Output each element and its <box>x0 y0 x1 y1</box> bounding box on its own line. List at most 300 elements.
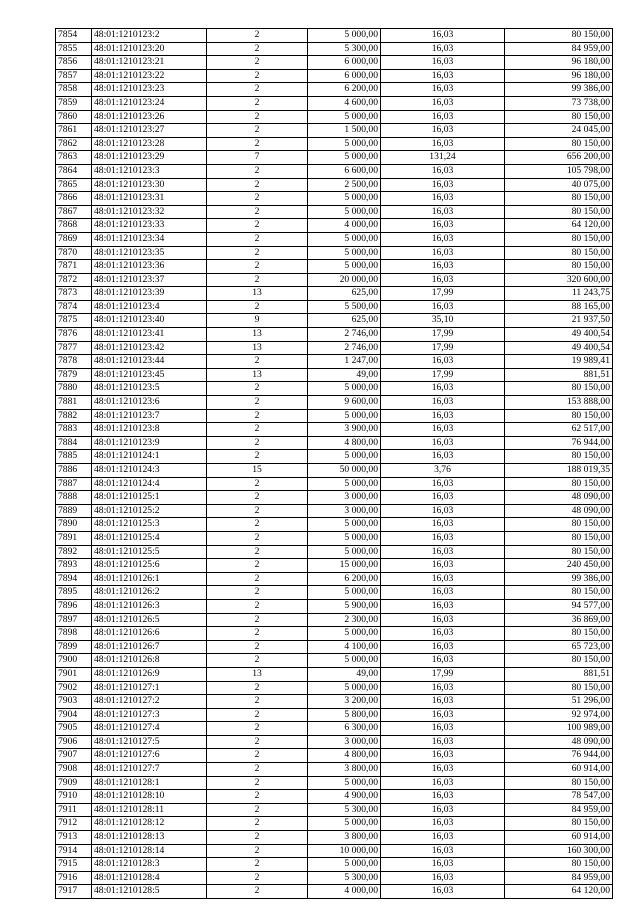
cadastral-number-cell: 48:01:1210123:37 <box>92 273 207 287</box>
category-code-cell: 2 <box>207 776 308 790</box>
cadastral-value-cell: 160 300,00 <box>505 844 613 858</box>
row-number-cell: 7898 <box>56 627 92 641</box>
cadastral-value-cell: 73 738,00 <box>505 96 613 110</box>
specific-value-cell: 16,03 <box>381 205 505 219</box>
category-code-cell: 2 <box>207 572 308 586</box>
table-row <box>56 368 613 382</box>
cadastral-number-cell: 48:01:1210125:4 <box>92 531 207 545</box>
area-cell: 5 500,00 <box>308 300 381 314</box>
row-number-cell: 7889 <box>56 504 92 518</box>
category-code-cell: 2 <box>207 735 308 749</box>
table-row <box>56 627 613 641</box>
specific-value-cell: 16,03 <box>381 110 505 124</box>
specific-value-cell: 16,03 <box>381 545 505 559</box>
area-cell: 6 000,00 <box>308 69 381 83</box>
table-row <box>56 178 613 192</box>
specific-value-cell: 16,03 <box>381 124 505 138</box>
specific-value-cell: 16,03 <box>381 42 505 56</box>
specific-value-cell: 16,03 <box>381 803 505 817</box>
cadastral-value-cell: 48 090,00 <box>505 504 613 518</box>
area-cell: 3 800,00 <box>308 763 381 777</box>
table-row <box>56 151 613 165</box>
area-cell: 5 000,00 <box>308 776 381 790</box>
cadastral-number-cell: 48:01:1210123:27 <box>92 124 207 138</box>
specific-value-cell: 16,03 <box>381 695 505 709</box>
table-row <box>56 504 613 518</box>
specific-value-cell: 16,03 <box>381 640 505 654</box>
specific-value-cell: 16,03 <box>381 355 505 369</box>
category-code-cell: 2 <box>207 803 308 817</box>
cadastral-value-cell: 881,51 <box>505 667 613 681</box>
specific-value-cell: 16,03 <box>381 763 505 777</box>
category-code-cell: 2 <box>207 708 308 722</box>
cadastral-number-cell: 48:01:1210123:44 <box>92 355 207 369</box>
area-cell: 5 300,00 <box>308 803 381 817</box>
table-row <box>56 831 613 845</box>
row-number-cell: 7910 <box>56 790 92 804</box>
cadastral-number-cell: 48:01:1210126:9 <box>92 667 207 681</box>
specific-value-cell: 16,03 <box>381 776 505 790</box>
cadastral-number-cell: 48:01:1210125:5 <box>92 545 207 559</box>
area-cell: 5 300,00 <box>308 871 381 885</box>
specific-value-cell: 16,03 <box>381 735 505 749</box>
cadastral-number-cell: 48:01:1210127:7 <box>92 763 207 777</box>
cadastral-value-cell: 36 869,00 <box>505 613 613 627</box>
row-number-cell: 7895 <box>56 586 92 600</box>
table-row <box>56 232 613 246</box>
row-number-cell: 7906 <box>56 735 92 749</box>
cadastral-value-cell: 96 180,00 <box>505 56 613 70</box>
cadastral-value-cell: 80 150,00 <box>505 246 613 260</box>
cadastral-number-cell: 48:01:1210127:5 <box>92 735 207 749</box>
table-row <box>56 599 613 613</box>
specific-value-cell: 16,03 <box>381 871 505 885</box>
row-number-cell: 7880 <box>56 382 92 396</box>
cadastral-value-cell: 80 150,00 <box>505 586 613 600</box>
specific-value-cell: 16,03 <box>381 477 505 491</box>
row-number-cell: 7859 <box>56 96 92 110</box>
category-code-cell: 2 <box>207 246 308 260</box>
specific-value-cell: 16,03 <box>381 885 505 899</box>
table-row <box>56 42 613 56</box>
cadastral-value-cell: 80 150,00 <box>505 681 613 695</box>
specific-value-cell: 17,99 <box>381 341 505 355</box>
category-code-cell: 2 <box>207 545 308 559</box>
area-cell: 4 100,00 <box>308 640 381 654</box>
cadastral-number-cell: 48:01:1210123:24 <box>92 96 207 110</box>
cadastral-number-cell: 48:01:1210127:2 <box>92 695 207 709</box>
category-code-cell: 2 <box>207 300 308 314</box>
area-cell: 49,00 <box>308 368 381 382</box>
row-number-cell: 7860 <box>56 110 92 124</box>
table-row <box>56 164 613 178</box>
category-code-cell: 2 <box>207 477 308 491</box>
area-cell: 49,00 <box>308 667 381 681</box>
cadastral-value-cell: 84 959,00 <box>505 871 613 885</box>
cadastral-value-cell: 94 577,00 <box>505 599 613 613</box>
category-code-cell: 13 <box>207 667 308 681</box>
row-number-cell: 7879 <box>56 368 92 382</box>
category-code-cell: 13 <box>207 287 308 301</box>
table-row <box>56 871 613 885</box>
cadastral-number-cell: 48:01:1210124:4 <box>92 477 207 491</box>
cadastral-number-cell: 48:01:1210126:5 <box>92 613 207 627</box>
row-number-cell: 7905 <box>56 722 92 736</box>
row-number-cell: 7861 <box>56 124 92 138</box>
row-number-cell: 7909 <box>56 776 92 790</box>
area-cell: 5 000,00 <box>308 409 381 423</box>
table-row <box>56 192 613 206</box>
category-code-cell: 2 <box>207 205 308 219</box>
cadastral-number-cell: 48:01:1210123:34 <box>92 232 207 246</box>
category-code-cell: 2 <box>207 83 308 97</box>
cadastral-value-cell: 80 150,00 <box>505 382 613 396</box>
category-code-cell: 2 <box>207 504 308 518</box>
cadastral-number-cell: 48:01:1210128:1 <box>92 776 207 790</box>
cadastral-number-cell: 48:01:1210127:4 <box>92 722 207 736</box>
cadastral-value-cell: 80 150,00 <box>505 232 613 246</box>
row-number-cell: 7890 <box>56 518 92 532</box>
specific-value-cell: 16,03 <box>381 192 505 206</box>
specific-value-cell: 16,03 <box>381 450 505 464</box>
cadastral-value-cell: 19 989,41 <box>505 355 613 369</box>
area-cell: 5 000,00 <box>308 29 381 43</box>
cadastral-value-cell: 80 150,00 <box>505 518 613 532</box>
area-cell: 5 000,00 <box>308 627 381 641</box>
category-code-cell: 2 <box>207 232 308 246</box>
cadastral-value-cell: 80 150,00 <box>505 110 613 124</box>
category-code-cell: 2 <box>207 681 308 695</box>
table-row <box>56 96 613 110</box>
cadastral-value-cell: 76 944,00 <box>505 436 613 450</box>
specific-value-cell: 17,99 <box>381 328 505 342</box>
cadastral-number-cell: 48:01:1210125:3 <box>92 518 207 532</box>
table-row <box>56 681 613 695</box>
table-row <box>56 518 613 532</box>
cadastral-number-cell: 48:01:1210128:3 <box>92 858 207 872</box>
cadastral-value-table-page <box>55 28 612 899</box>
cadastral-number-cell: 48:01:1210123:36 <box>92 260 207 274</box>
row-number-cell: 7884 <box>56 436 92 450</box>
cadastral-value-cell: 84 959,00 <box>505 42 613 56</box>
category-code-cell: 2 <box>207 219 308 233</box>
area-cell: 5 000,00 <box>308 450 381 464</box>
specific-value-cell: 35,10 <box>381 314 505 328</box>
specific-value-cell: 16,03 <box>381 56 505 70</box>
table-row <box>56 409 613 423</box>
table-row <box>56 124 613 138</box>
row-number-cell: 7900 <box>56 654 92 668</box>
area-cell: 625,00 <box>308 287 381 301</box>
category-code-cell: 2 <box>207 96 308 110</box>
specific-value-cell: 16,03 <box>381 396 505 410</box>
category-code-cell: 2 <box>207 124 308 138</box>
specific-value-cell: 17,99 <box>381 287 505 301</box>
category-code-cell: 2 <box>207 627 308 641</box>
cadastral-number-cell: 48:01:1210123:8 <box>92 423 207 437</box>
cadastral-number-cell: 48:01:1210123:30 <box>92 178 207 192</box>
category-code-cell: 2 <box>207 613 308 627</box>
cadastral-number-cell: 48:01:1210123:33 <box>92 219 207 233</box>
cadastral-value-cell: 80 150,00 <box>505 627 613 641</box>
cadastral-value-cell: 80 150,00 <box>505 531 613 545</box>
area-cell: 2 300,00 <box>308 613 381 627</box>
specific-value-cell: 16,03 <box>381 273 505 287</box>
table-row <box>56 69 613 83</box>
row-number-cell: 7897 <box>56 613 92 627</box>
cadastral-number-cell: 48:01:1210127:1 <box>92 681 207 695</box>
cadastral-value-cell: 80 150,00 <box>505 776 613 790</box>
table-row <box>56 613 613 627</box>
category-code-cell: 2 <box>207 110 308 124</box>
cadastral-number-cell: 48:01:1210127:6 <box>92 749 207 763</box>
table-row <box>56 300 613 314</box>
specific-value-cell: 16,03 <box>381 844 505 858</box>
category-code-cell: 13 <box>207 368 308 382</box>
cadastral-value-cell: 80 150,00 <box>505 545 613 559</box>
specific-value-cell: 16,03 <box>381 613 505 627</box>
area-cell: 9 600,00 <box>308 396 381 410</box>
row-number-cell: 7899 <box>56 640 92 654</box>
area-cell: 5 000,00 <box>308 477 381 491</box>
table-row <box>56 341 613 355</box>
cadastral-value-cell: 99 386,00 <box>505 83 613 97</box>
table-row <box>56 885 613 899</box>
area-cell: 2 746,00 <box>308 341 381 355</box>
table-row <box>56 29 613 43</box>
table-row <box>56 477 613 491</box>
table-row <box>56 763 613 777</box>
area-cell: 5 000,00 <box>308 246 381 260</box>
row-number-cell: 7868 <box>56 219 92 233</box>
category-code-cell: 2 <box>207 844 308 858</box>
category-code-cell: 2 <box>207 273 308 287</box>
specific-value-cell: 16,03 <box>381 246 505 260</box>
table-row <box>56 858 613 872</box>
row-number-cell: 7891 <box>56 531 92 545</box>
area-cell: 4 600,00 <box>308 96 381 110</box>
area-cell: 6 300,00 <box>308 722 381 736</box>
specific-value-cell: 16,03 <box>381 409 505 423</box>
category-code-cell: 2 <box>207 29 308 43</box>
area-cell: 3 000,00 <box>308 504 381 518</box>
table-row <box>56 722 613 736</box>
category-code-cell: 2 <box>207 42 308 56</box>
area-cell: 10 000,00 <box>308 844 381 858</box>
area-cell: 5 000,00 <box>308 545 381 559</box>
specific-value-cell: 16,03 <box>381 436 505 450</box>
specific-value-cell: 16,03 <box>381 599 505 613</box>
cadastral-number-cell: 48:01:1210126:7 <box>92 640 207 654</box>
cadastral-number-cell: 48:01:1210123:31 <box>92 192 207 206</box>
row-number-cell: 7858 <box>56 83 92 97</box>
table-row <box>56 287 613 301</box>
table-row <box>56 423 613 437</box>
table-row <box>56 790 613 804</box>
row-number-cell: 7908 <box>56 763 92 777</box>
cadastral-number-cell: 48:01:1210123:29 <box>92 151 207 165</box>
row-number-cell: 7870 <box>56 246 92 260</box>
category-code-cell: 2 <box>207 871 308 885</box>
specific-value-cell: 16,03 <box>381 423 505 437</box>
cadastral-number-cell: 48:01:1210123:9 <box>92 436 207 450</box>
area-cell: 6 200,00 <box>308 83 381 97</box>
table-row <box>56 640 613 654</box>
row-number-cell: 7875 <box>56 314 92 328</box>
table-row <box>56 328 613 342</box>
cadastral-number-cell: 48:01:1210128:10 <box>92 790 207 804</box>
cadastral-number-cell: 48:01:1210128:14 <box>92 844 207 858</box>
category-code-cell: 2 <box>207 831 308 845</box>
category-code-cell: 13 <box>207 328 308 342</box>
cadastral-number-cell: 48:01:1210123:5 <box>92 382 207 396</box>
table-row <box>56 586 613 600</box>
table-row <box>56 219 613 233</box>
specific-value-cell: 16,03 <box>381 586 505 600</box>
cadastral-value-cell: 188 019,35 <box>505 464 613 478</box>
area-cell: 6 200,00 <box>308 572 381 586</box>
table-row <box>56 572 613 586</box>
row-number-cell: 7886 <box>56 464 92 478</box>
specific-value-cell: 16,03 <box>381 491 505 505</box>
cadastral-number-cell: 48:01:1210123:32 <box>92 205 207 219</box>
area-cell: 15 000,00 <box>308 559 381 573</box>
table-row <box>56 667 613 681</box>
specific-value-cell: 16,03 <box>381 96 505 110</box>
row-number-cell: 7878 <box>56 355 92 369</box>
cadastral-value-cell: 49 400,54 <box>505 341 613 355</box>
row-number-cell: 7904 <box>56 708 92 722</box>
specific-value-cell: 16,03 <box>381 681 505 695</box>
row-number-cell: 7882 <box>56 409 92 423</box>
row-number-cell: 7866 <box>56 192 92 206</box>
specific-value-cell: 16,03 <box>381 627 505 641</box>
specific-value-cell: 16,03 <box>381 300 505 314</box>
table-row <box>56 559 613 573</box>
cadastral-value-cell: 80 150,00 <box>505 192 613 206</box>
cadastral-number-cell: 48:01:1210125:2 <box>92 504 207 518</box>
area-cell: 5 900,00 <box>308 599 381 613</box>
area-cell: 3 000,00 <box>308 491 381 505</box>
category-code-cell: 2 <box>207 885 308 899</box>
area-cell: 4 000,00 <box>308 219 381 233</box>
cadastral-number-cell: 48:01:1210128:4 <box>92 871 207 885</box>
category-code-cell: 2 <box>207 178 308 192</box>
specific-value-cell: 16,03 <box>381 137 505 151</box>
category-code-cell: 2 <box>207 599 308 613</box>
cadastral-value-cell: 64 120,00 <box>505 219 613 233</box>
row-number-cell: 7885 <box>56 450 92 464</box>
category-code-cell: 2 <box>207 790 308 804</box>
cadastral-number-cell: 48:01:1210123:23 <box>92 83 207 97</box>
cadastral-number-cell: 48:01:1210123:26 <box>92 110 207 124</box>
row-number-cell: 7894 <box>56 572 92 586</box>
row-number-cell: 7881 <box>56 396 92 410</box>
cadastral-value-cell: 881,51 <box>505 368 613 382</box>
category-code-cell: 7 <box>207 151 308 165</box>
table-row <box>56 56 613 70</box>
category-code-cell: 2 <box>207 531 308 545</box>
table-row <box>56 708 613 722</box>
cadastral-value-table <box>55 28 613 899</box>
area-cell: 5 300,00 <box>308 42 381 56</box>
area-cell: 4 800,00 <box>308 749 381 763</box>
cadastral-value-cell: 100 989,00 <box>505 722 613 736</box>
area-cell: 4 800,00 <box>308 436 381 450</box>
row-number-cell: 7893 <box>56 559 92 573</box>
cadastral-number-cell: 48:01:1210123:3 <box>92 164 207 178</box>
cadastral-number-cell: 48:01:1210128:12 <box>92 817 207 831</box>
cadastral-number-cell: 48:01:1210126:1 <box>92 572 207 586</box>
cadastral-number-cell: 48:01:1210123:40 <box>92 314 207 328</box>
category-code-cell: 2 <box>207 192 308 206</box>
cadastral-number-cell: 48:01:1210123:42 <box>92 341 207 355</box>
table-row <box>56 260 613 274</box>
cadastral-number-cell: 48:01:1210123:28 <box>92 137 207 151</box>
area-cell: 4 000,00 <box>308 885 381 899</box>
category-code-cell: 2 <box>207 695 308 709</box>
specific-value-cell: 16,03 <box>381 559 505 573</box>
category-code-cell: 2 <box>207 56 308 70</box>
cadastral-value-cell: 40 075,00 <box>505 178 613 192</box>
table-row <box>56 817 613 831</box>
category-code-cell: 2 <box>207 749 308 763</box>
cadastral-value-cell: 80 150,00 <box>505 817 613 831</box>
table-row <box>56 803 613 817</box>
row-number-cell: 7912 <box>56 817 92 831</box>
specific-value-cell: 16,03 <box>381 831 505 845</box>
category-code-cell: 9 <box>207 314 308 328</box>
row-number-cell: 7855 <box>56 42 92 56</box>
category-code-cell: 2 <box>207 164 308 178</box>
area-cell: 5 000,00 <box>308 232 381 246</box>
area-cell: 5 000,00 <box>308 654 381 668</box>
cadastral-value-cell: 656 200,00 <box>505 151 613 165</box>
row-number-cell: 7902 <box>56 681 92 695</box>
row-number-cell: 7888 <box>56 491 92 505</box>
category-code-cell: 2 <box>207 491 308 505</box>
row-number-cell: 7872 <box>56 273 92 287</box>
table-row <box>56 355 613 369</box>
cadastral-value-cell: 80 150,00 <box>505 409 613 423</box>
cadastral-value-cell: 99 386,00 <box>505 572 613 586</box>
cadastral-value-cell: 92 974,00 <box>505 708 613 722</box>
category-code-cell: 2 <box>207 817 308 831</box>
cadastral-value-cell: 80 150,00 <box>505 137 613 151</box>
specific-value-cell: 16,03 <box>381 790 505 804</box>
cadastral-number-cell: 48:01:1210128:11 <box>92 803 207 817</box>
cadastral-value-cell: 78 547,00 <box>505 790 613 804</box>
cadastral-number-cell: 48:01:1210124:3 <box>92 464 207 478</box>
row-number-cell: 7871 <box>56 260 92 274</box>
specific-value-cell: 16,03 <box>381 382 505 396</box>
table-row <box>56 749 613 763</box>
category-code-cell: 2 <box>207 518 308 532</box>
row-number-cell: 7901 <box>56 667 92 681</box>
area-cell: 3 000,00 <box>308 735 381 749</box>
table-row <box>56 776 613 790</box>
row-number-cell: 7857 <box>56 69 92 83</box>
table-row <box>56 531 613 545</box>
row-number-cell: 7915 <box>56 858 92 872</box>
table-row <box>56 735 613 749</box>
specific-value-cell: 16,03 <box>381 219 505 233</box>
specific-value-cell: 131,24 <box>381 151 505 165</box>
cadastral-value-cell: 153 888,00 <box>505 396 613 410</box>
row-number-cell: 7856 <box>56 56 92 70</box>
cadastral-number-cell: 48:01:1210123:7 <box>92 409 207 423</box>
cadastral-value-cell: 60 914,00 <box>505 831 613 845</box>
